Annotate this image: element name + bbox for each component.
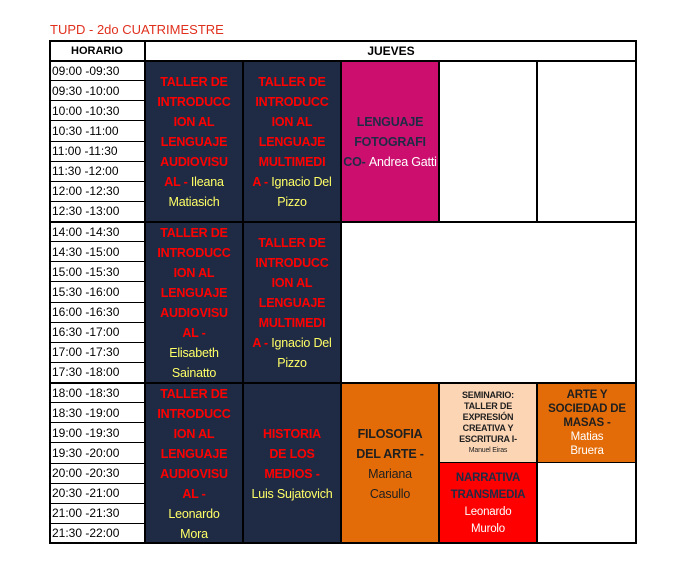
empty-slot bbox=[537, 61, 637, 222]
time-slot: 09:30 -10:00 bbox=[49, 81, 145, 101]
time-slot: 18:30 -19:00 bbox=[49, 403, 145, 423]
grid-line bbox=[438, 61, 440, 222]
teacher-name: Ileana Matiasich bbox=[168, 174, 224, 209]
time-slot: 16:00 -16:30 bbox=[49, 303, 145, 323]
time-slot: 10:30 -11:00 bbox=[49, 121, 145, 141]
teacher-name: Ignacio Del Pizzo bbox=[271, 335, 332, 370]
teacher-name: Mariana Casullo bbox=[368, 466, 412, 501]
grid-line bbox=[536, 383, 538, 544]
time-slot: 21:30 -22:00 bbox=[49, 524, 145, 544]
teacher-name: Luis Sujatovich bbox=[251, 486, 333, 501]
time-slot: 17:30 -18:00 bbox=[49, 363, 145, 383]
time-slot: 18:00 -18:30 bbox=[49, 383, 145, 403]
grid-line bbox=[49, 221, 637, 223]
time-slot: 14:00 -14:30 bbox=[49, 222, 145, 242]
time-slot: 11:30 -12:00 bbox=[49, 162, 145, 182]
time-slot: 19:00 -19:30 bbox=[49, 423, 145, 443]
class-block-audiovisual-afternoon[interactable]: TALLER DE INTRODUCC ION AL LENGUAJE AUDIOVISU AL - Elisabeth Sainatto bbox=[145, 222, 243, 383]
grid-line bbox=[439, 462, 637, 463]
time-slot: 14:30 -15:00 bbox=[49, 242, 145, 262]
grid-line bbox=[242, 61, 244, 544]
class-block-historia-medios[interactable]: HISTORIA DE LOS MEDIOS - Luis Sujatovich bbox=[243, 383, 341, 544]
class-block-seminario[interactable]: SEMINARIO: TALLER DE EXPRESIÓN CREATIVA Y ESCRITURA I- Manuel Eiras bbox=[439, 383, 537, 463]
teacher-name: Manuel Eiras bbox=[468, 447, 508, 454]
teacher-name: Andrea Gatti bbox=[368, 154, 437, 169]
grid-line bbox=[438, 383, 440, 544]
grid-line bbox=[49, 40, 51, 544]
day-header: JUEVES bbox=[367, 43, 415, 58]
teacher-name: Elisabeth Sainatto bbox=[169, 345, 219, 380]
horario-header: HORARIO bbox=[71, 44, 123, 57]
time-slot: 15:00 -15:30 bbox=[49, 262, 145, 282]
teacher-name: Ignacio Del Pizzo bbox=[271, 174, 332, 209]
time-slot: 15:30 -16:00 bbox=[49, 282, 145, 302]
class-block-narrativa-transmedia[interactable]: NARRATIVA TRANSMEDIA Leonardo Murolo bbox=[439, 463, 537, 544]
time-slot: 10:00 -10:30 bbox=[49, 101, 145, 121]
grid-line bbox=[49, 382, 637, 384]
grid-line bbox=[536, 61, 538, 222]
time-slot: 20:30 -21:00 bbox=[49, 484, 145, 504]
time-slot: 11:00 -11:30 bbox=[49, 142, 145, 162]
grid-line bbox=[49, 60, 637, 62]
teacher-name: Leonardo Mora bbox=[168, 506, 220, 541]
grid-line bbox=[635, 40, 637, 544]
empty-slot bbox=[439, 61, 537, 222]
class-block-audiovisual-evening[interactable]: TALLER DE INTRODUCC ION AL LENGUAJE AUDIOVISU AL - Leonardo Mora bbox=[145, 383, 243, 544]
time-slot: 09:00 -09:30 bbox=[49, 61, 145, 81]
grid-line bbox=[49, 40, 637, 42]
class-block-filosofia-arte[interactable]: FILOSOFIA DEL ARTE - Mariana Casullo bbox=[341, 383, 439, 544]
page-title: TUPD - 2do CUATRIMESTRE bbox=[50, 22, 224, 37]
class-block-multimedia-afternoon[interactable]: TALLER DE INTRODUCC ION AL LENGUAJE MULTIMEDI A - Ignacio Del Pizzo bbox=[243, 222, 341, 383]
grid-line bbox=[340, 61, 342, 544]
time-slot: 17:00 -17:30 bbox=[49, 343, 145, 363]
schedule-grid bbox=[49, 40, 637, 544]
class-block-multimedia-morning[interactable]: TALLER DE INTRODUCC ION AL LENGUAJE MULTIMEDI A - Ignacio Del Pizzo bbox=[243, 61, 341, 222]
empty-slot bbox=[341, 222, 637, 383]
grid-line bbox=[49, 542, 637, 544]
class-block-arte-sociedad[interactable]: ARTE Y SOCIEDAD DE MASAS - Matias Bruera bbox=[537, 383, 637, 463]
time-slot: 21:00 -21:30 bbox=[49, 504, 145, 524]
class-block-audiovisual-morning[interactable]: TALLER DE INTRODUCC ION AL LENGUAJE AUDIOVISU AL - Ileana Matiasich bbox=[145, 61, 243, 222]
time-slot: 12:00 -12:30 bbox=[49, 182, 145, 202]
time-slot: 16:30 -17:00 bbox=[49, 323, 145, 343]
time-slot: 12:30 -13:00 bbox=[49, 202, 145, 222]
teacher-name: Matias Bruera bbox=[570, 431, 604, 457]
teacher-name: Leonardo Murolo bbox=[464, 505, 512, 535]
empty-slot bbox=[537, 463, 637, 544]
class-block-fotografico[interactable]: LENGUAJE FOTOGRAFI CO- Andrea Gatti bbox=[341, 61, 439, 222]
time-slot: 20:00 -20:30 bbox=[49, 464, 145, 484]
grid-line bbox=[144, 40, 146, 544]
time-slot: 19:30 -20:00 bbox=[49, 443, 145, 463]
